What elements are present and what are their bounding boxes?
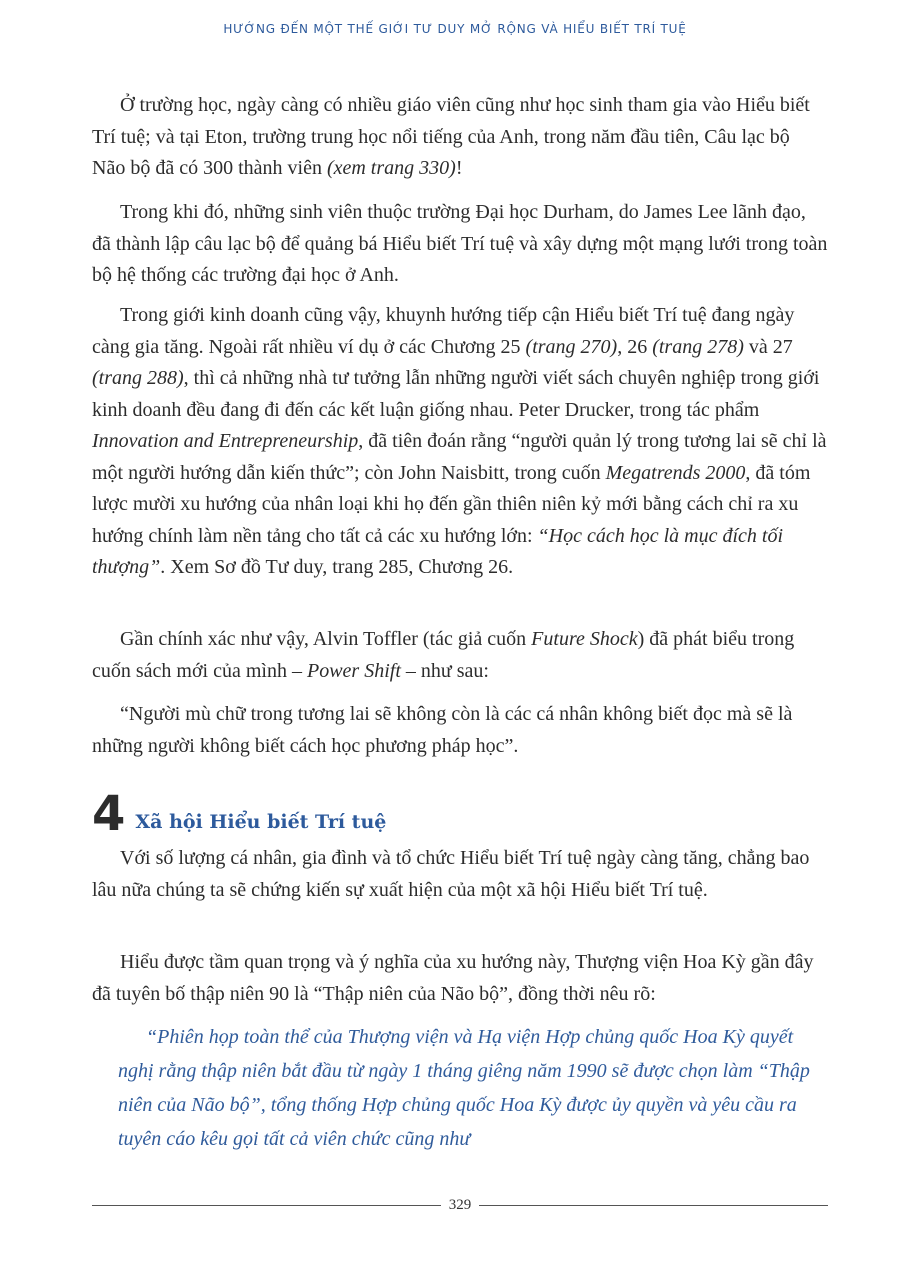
para2-text: Trong khi đó, những sinh viên thuộc trường Đại học Durham, do James Lee lãnh đạo, đã thành lập câu lạc bộ để quảng bá Hiểu biết Trí tuệ và xây dựng một mạng lưới trong toàn bộ hệ thống các trường đại học ở Anh. [92, 201, 828, 286]
paragraph-toffler-quote [92, 699, 828, 762]
senate-quote-block [118, 1020, 822, 1156]
para7-text: Hiểu được tầm quan trọng và ý nghĩa của xu hướng này, Thượng viện Hoa Kỳ gần đây đã tuyên bố thập niên 90 là “Thập niên của Não bộ”, đồng thời nêu rõ: [92, 951, 814, 1005]
para4-book2: Power Shift [306, 659, 401, 682]
footer-rule-left [92, 1205, 441, 1206]
para3-s3: và 27 [743, 335, 793, 358]
para4-s2: ) đã phát biểu trong cuốn sách mới của mình – [92, 628, 795, 682]
para1-text: Ở trường học, ngày càng có nhiều giáo viên cũng như học sinh tham gia vào Hiểu biết Trí tuệ; và tại Eton, trường trung học nổi tiếng của Anh, trong năm đầu tiên, Câu lạc bộ Não bộ đã có 300 thành viên [92, 94, 810, 179]
para4-s3: – như sau: [400, 659, 489, 682]
section-number: 4 [92, 786, 126, 842]
footer-rule-right [479, 1205, 828, 1206]
para3-ref1: (trang 270) [525, 335, 618, 358]
para4-book1: Future Shock [531, 628, 638, 650]
paragraph-durham [92, 197, 828, 292]
para3-s4: , thì cả những nhà tư tưởng lẫn những người viết sách chuyên nghiệp trong giới kinh doanh đều đang đi đến các kết luận giống nhau. Peter Drucker, trong tác phẩm [92, 367, 820, 421]
paragraph-business [92, 300, 828, 584]
para5-text: “Người mù chữ trong tương lai sẽ không còn là các cá nhân không biết đọc mà sẽ là những người không biết cách học phương pháp học”. [92, 703, 793, 757]
para3-ref3: (trang 288) [92, 367, 184, 389]
para3-book1: Innovation and Entrepreneurship [92, 430, 359, 452]
para1-ref: (xem trang 330) [326, 157, 456, 179]
para3-s5: , đã tiên đoán rằng “người quản lý trong tương lai sẽ chỉ là một người hướng dẫn kiến thức”; còn John Naisbitt, trong cuốn [92, 430, 827, 484]
running-head: HƯỚNG ĐẾN MỘT THẾ GIỚI TƯ DUY MỞ RỘNG VÀ HIỂU BIẾT TRÍ TUỆ [223, 22, 687, 36]
para3-s7: . Xem Sơ đồ Tư duy, trang 285, Chương 26. [160, 556, 514, 578]
para4-s1: Gần chính xác như vậy, Alvin Toffler (tác giả cuốn [120, 628, 532, 650]
section-title: Xã hội Hiểu biết Trí tuệ [135, 811, 387, 833]
page-footer [92, 1197, 828, 1214]
paragraph-society [92, 843, 828, 906]
para3-s2: , 26 [617, 335, 653, 358]
para3-s6: , đã tóm lược mười xu hướng của nhân loại khi họ đến gần thiên niên kỷ mới bằng cách chỉ ra xu hướng chính làm nền tảng cho tất cả các xu hướng lớn: [92, 461, 811, 547]
para6-text: Với số lượng cá nhân, gia đình và tổ chức Hiểu biết Trí tuệ ngày càng tăng, chẳng bao lâu nữa chúng ta sẽ chứng kiến sự xuất hiện của một xã hội Hiểu biết Trí tuệ. [92, 847, 810, 901]
quote-text: “Phiên họp toàn thể của Thượng viện và Hạ viện Hợp chủng quốc Hoa Kỳ quyết nghị rằng thập niên bắt đầu từ ngày 1 tháng giêng năm 1990 sẽ được chọn làm “Thập niên của Não bộ”, tổng thống Hợp chủng quốc Hoa Kỳ được ủy quyền và yêu cầu ra tuyên cáo kêu gọi tất cả viên chức cũng như [118, 1026, 810, 1150]
para3-ref2: (trang 278) [652, 335, 744, 358]
para1-end: ! [455, 157, 463, 179]
para3-quote: “Học cách học là mục đích tối thượng” [92, 524, 784, 578]
para3-s1: Trong giới kinh doanh cũng vậy, khuynh hướng tiếp cận Hiểu biết Trí tuệ đang ngày càng gia tăng. Ngoài rất nhiều ví dụ ở các Chương 25 [92, 304, 795, 358]
page-number: 329 [448, 1197, 472, 1213]
paragraph-senate [92, 947, 828, 1010]
paragraph-schools [92, 90, 828, 185]
para3-book2: Megatrends 2000 [605, 461, 746, 484]
paragraph-toffler [92, 624, 828, 687]
section-heading [92, 778, 387, 842]
